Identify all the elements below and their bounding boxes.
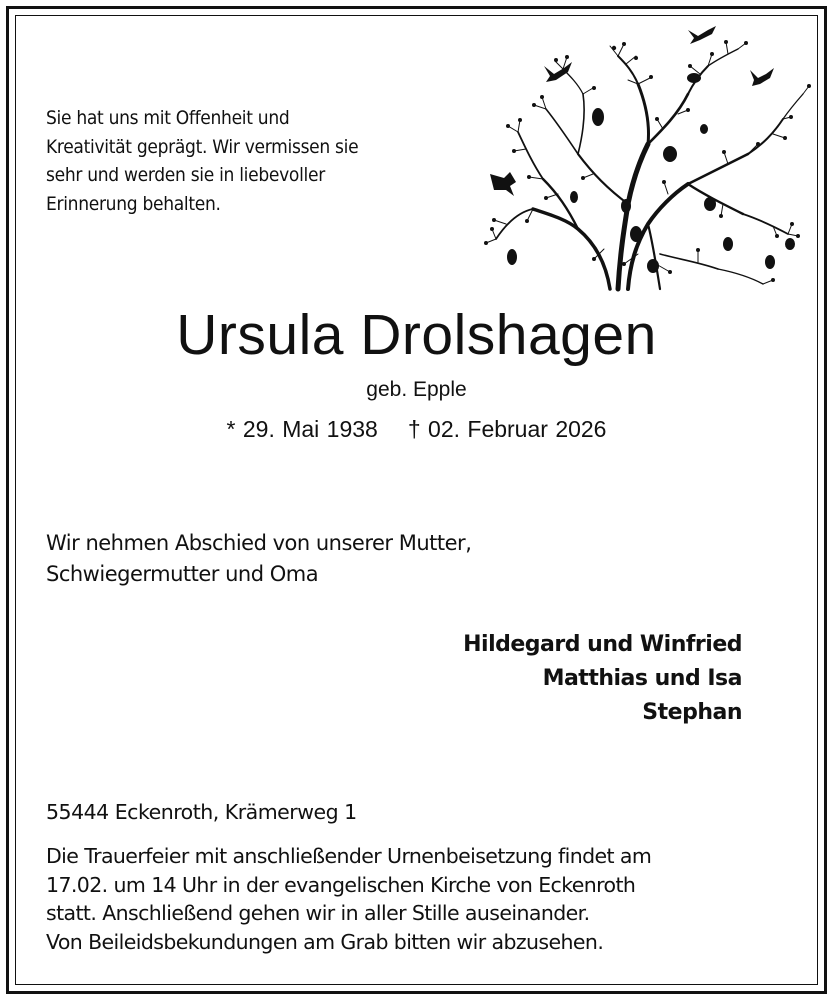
tree-with-birds-icon (478, 14, 813, 294)
farewell-text (46, 528, 471, 590)
birth-date: * 29. Mai 1938 (226, 416, 378, 442)
farewell-line: Wir nehmen Abschied von unserer Mutter, (46, 531, 472, 555)
service-line: statt. Anschließend gehen wir in aller Stille auseinander. (46, 901, 590, 925)
address: 55444 Eckenroth, Krämerweg 1 (46, 800, 357, 824)
intro-text (46, 104, 446, 218)
service-line: Die Trauerfeier mit anschließender Urnenbeisetzung findet am (46, 844, 652, 868)
mourner-name: Matthias und Isa (542, 666, 742, 691)
intro-line: Sie hat uns mit Offenheit und (46, 107, 290, 129)
deceased-name: Ursula Drolshagen (176, 303, 657, 367)
service-line: Von Beileidsbekundungen am Grab bitten wir abzusehen. (46, 929, 604, 954)
life-dates (0, 416, 833, 443)
mourner-name: Stephan (642, 700, 742, 725)
intro-line: sehr und werden sie in liebevoller (46, 164, 325, 186)
birth-name: geb. Epple (366, 378, 467, 401)
intro-line: Erinnerung behalten. (46, 192, 221, 215)
farewell-line: Schwiegermutter und Oma (46, 562, 319, 586)
intro-line: Kreativität geprägt. Wir vermissen sie (46, 135, 359, 158)
mourner-name: Hildegard und Winfried (463, 632, 742, 657)
service-info (46, 842, 651, 956)
death-date: † 02. Februar 2026 (407, 416, 607, 442)
mourners-list (463, 628, 742, 730)
service-line: 17.02. um 14 Uhr in der evangelischen Kirche von Eckenroth (46, 872, 636, 897)
